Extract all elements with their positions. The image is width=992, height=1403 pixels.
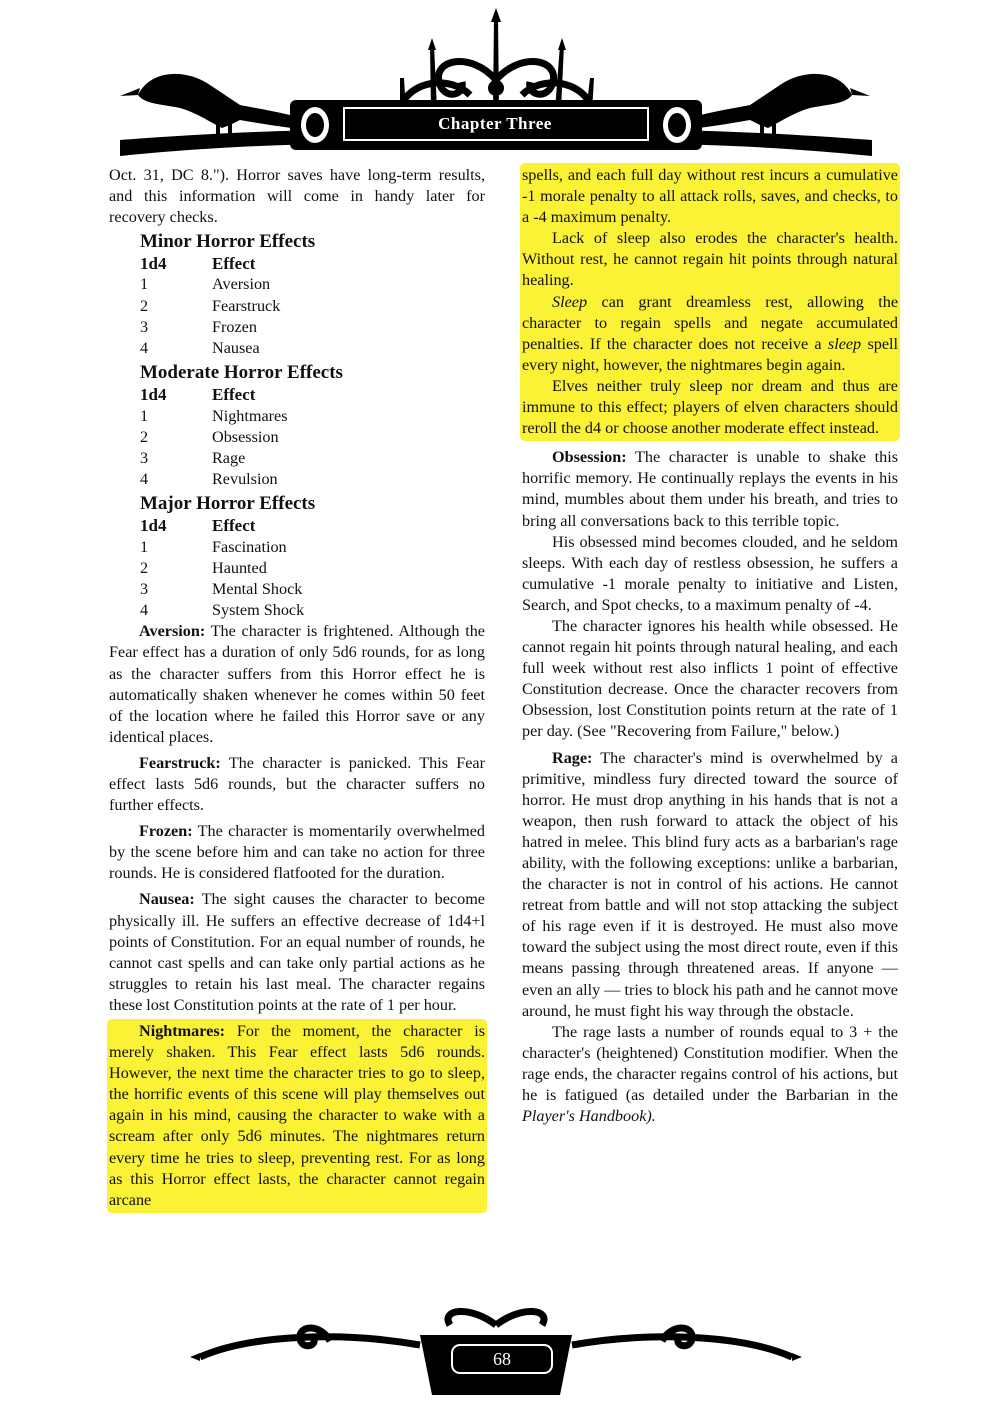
table-row: 1 Fascination xyxy=(140,537,287,556)
table-title: Major Horror Effects xyxy=(140,493,316,515)
sleep-spell-paragraph: Sleep can grant dreamless rest, allowing the character to regain spells and negate accumulated penalties. If the character does not receive a sleep spell every night, however, the nightmares begin again. xyxy=(522,292,899,374)
moderate-horror-table xyxy=(109,362,485,490)
chapter-header-ornament xyxy=(0,0,992,170)
fearstruck-paragraph: Fearstruck: The character is panicked. This Fear effect lasts 5d6 rounds, but the character suffers no further effects. xyxy=(109,753,486,815)
nightmares-term: Nightmares: xyxy=(139,1022,226,1041)
table-header: 1d4 Effect xyxy=(140,254,256,274)
table-row: 3 Frozen xyxy=(140,317,257,336)
nightmares-paragraph-highlighted: Nightmares: For the moment, the character is merely shaken. This Fear effect lasts 5d6 rounds. However, the next time the character tries to go to sleep, the horrific events of this scene will play themselves out again in his mind, causing the character to wake with a scream after only 5d6 minutes. The nightmares return every time he tries to sleep, preventing rest. For as long as this Horror effect lasts, the character cannot regain arcane xyxy=(109,1021,485,1211)
aversion-paragraph: Aversion: The character is frightened. Although the Fear effect has a duration of only 5d6 rounds, for as long as the character suffers from this Horror effect he is automatically shaken whenever he comes within 50 feet of the location where he failed this Horror save or any identical places. xyxy=(109,622,485,746)
table-row: 2 Fearstruck xyxy=(140,296,281,315)
table-header: 1d4 Effect xyxy=(140,516,256,536)
table-header: 1d4 Effect xyxy=(140,385,256,405)
table-row: 1 Nightmares xyxy=(140,406,288,425)
rage-paragraph-2: The rage lasts a number of rounds equal to 3 + the character's (heightened) Constitution modifier. When the rage ends, the character regains control of his actions, but he is fatigued (as detailed under the Barbarian in the Player's Handbook). xyxy=(522,1022,898,1126)
minor-horror-table xyxy=(109,231,485,359)
obsession-term: Obsession: xyxy=(552,448,627,467)
rage-term: Rage: xyxy=(552,748,593,767)
right-column xyxy=(522,165,898,1127)
table-row: 1 Aversion xyxy=(140,275,271,294)
table-title: Moderate Horror Effects xyxy=(140,362,343,384)
page-number: 68 xyxy=(493,1349,511,1369)
highlighted-block xyxy=(522,165,898,439)
aversion-term: Aversion: xyxy=(139,622,206,641)
table-row: 4 System Shock xyxy=(140,601,305,620)
nightmares-continued: spells, and each full day without rest incurs a cumulative -1 morale penalty to all attack rolls, saves, and checks, to a -4 maximum penalty. xyxy=(522,166,898,227)
intro-paragraph: Oct. 31, DC 8."). Horror saves have long-term results, and this information will come in handy later for recovery checks. xyxy=(109,166,485,227)
obsession-paragraph-3: The character ignores his health while obsessed. He cannot regain hit points through natural healing, and each full week without rest also inflicts 1 point of effective Constitution decrease. Once the character recovers from Obsession, lost Constitution points return at the rate of 1 per day. (See "Recovering from Failure," below.) xyxy=(522,616,898,741)
nausea-term: Nausea: xyxy=(139,890,195,909)
left-column xyxy=(109,165,485,1211)
obsession-paragraph: Obsession: The character is unable to shake this horrific memory. He continually replays the events in his mind, mumbles about them under his breath, and tries to bring all conversations back to this terrible topic. xyxy=(522,448,898,530)
elves-paragraph: Elves neither truly sleep nor dream and thus are immune to this effect; players of elven characters should reroll the d4 or choose another moderate effect instead. xyxy=(522,376,898,438)
table-row: 2 Haunted xyxy=(140,558,267,577)
table-row: 3 Mental Shock xyxy=(140,579,303,598)
table-row: 2 Obsession xyxy=(140,427,279,446)
table-title: Minor Horror Effects xyxy=(140,231,316,253)
obsession-paragraph-2: His obsessed mind becomes clouded, and he seldom sleeps. With each day of restless obsession, he suffers a cumulative -1 morale penalty to initiative and Listen, Search, and Spot checks, to a maximum penalty of -4. xyxy=(522,532,898,614)
table-row: 3 Rage xyxy=(140,448,246,467)
rage-paragraph: Rage: The character's mind is overwhelmed by a primitive, mindless fury directed toward the source of horror. He must drop anything in his hands that is not a weapon, then rush forward to attack the object of his hatred in melee. This blind fury acts as a barbarian's rage ability, with the following exceptions: unlike a barbarian, the character is not in control of his actions. He cannot retreat from battle and will not stop attacking the subject of his rage even if it is destroyed. He must also move toward the subject using the most direct route, even if this means passing through threatened areas. If anyone — even an ally — tries to block his path and he cannot move around, he must fight his way through the obstacle. xyxy=(522,748,898,1020)
major-horror-table xyxy=(109,493,485,621)
nausea-paragraph: Nausea: The sight causes the character to become physically ill. He suffers an effective decrease of 1d4+l points of Constitution. For an equal number of rounds, he cannot cast spells and can take only partial actions as he struggles to retain his last meal. The character regains these lost Constitution points at the rate of 1 per hour. xyxy=(109,890,485,1014)
table-row: 4 Nausea xyxy=(140,339,260,358)
frozen-term: Frozen: xyxy=(139,822,193,841)
chapter-title: Chapter Three xyxy=(438,114,552,133)
sleep-health-paragraph: Lack of sleep also erodes the character's health. Without rest, he cannot regain hit points through natural healing. xyxy=(522,229,898,290)
fearstruck-term: Fearstruck: xyxy=(139,753,221,772)
table-row: 4 Revulsion xyxy=(140,470,278,489)
frozen-paragraph: Frozen: The character is momentarily overwhelmed by the scene before him and can take no action for three rounds. He is considered flatfooted for the duration. xyxy=(109,822,485,883)
